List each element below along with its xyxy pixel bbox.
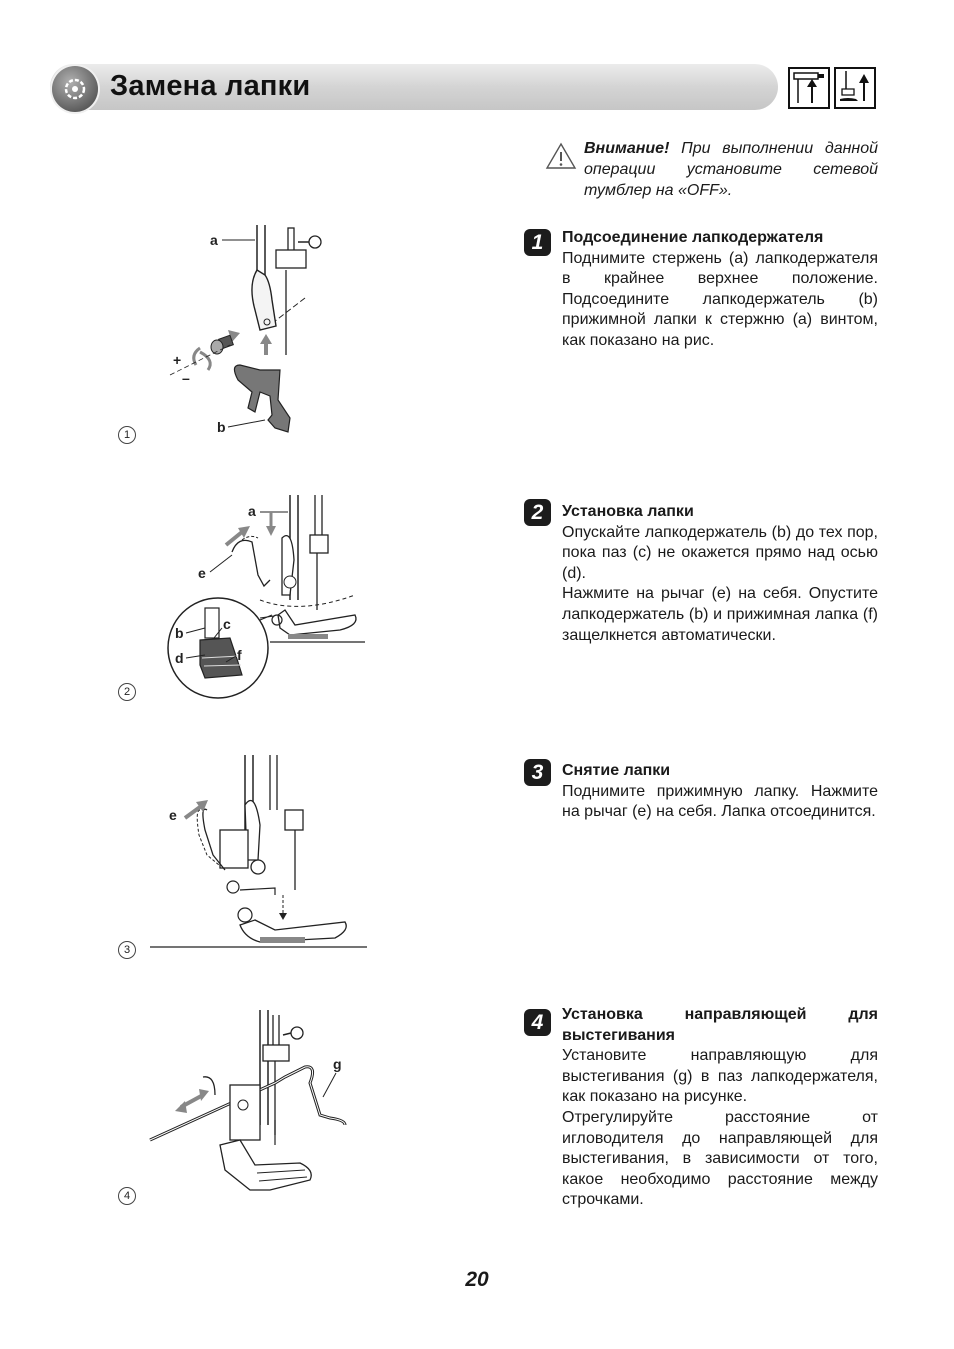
figure-label: a [210,232,218,248]
figure-label: g [333,1056,342,1072]
figure-number: 2 [118,683,136,701]
page-title: Замена лапки [110,70,311,102]
step-paragraph: Поднимите стержень (a) лапкодержателя в крайнее верхнее положение. Подсоедините лапкодержатель (b) прижимной лапки к стержню (a) винтом, как показано на рис. [562,249,878,349]
step-2 [562,502,878,646]
section-bullet-icon [52,66,98,112]
figure-label: e [169,807,177,823]
figure-label: a [248,503,256,519]
step-number-badge: 1 [524,229,551,256]
step-title: Установка лапки [562,503,694,520]
warning-note [584,138,878,201]
step-paragraph: Нажмите на рычаг (e) на себя. Опустите лапкодержатель (b) и прижимная лапка (f) защелкнется автоматически. [562,585,878,644]
warning-text: При выполнении данной операции установите сетевой тумблер на «OFF». [584,140,878,199]
step-title: Установка направляющей для выстегивания [562,1006,878,1044]
figure-number: 4 [118,1187,136,1205]
figure-label: c [223,616,231,632]
warning-label: Внимание! [584,140,670,157]
step-3 [562,761,878,823]
figure-label: b [175,625,184,641]
step-title: Подсоединение лапкодержателя [562,229,824,246]
figure-remove-foot [145,750,370,955]
step-paragraph: Установите направляющую для выстегивания (g) в паз лапкодержателя, как показано на рисунке. [562,1047,878,1106]
step-4 [562,1005,878,1211]
figure-label: f [237,647,242,663]
presser-foot-lever-up-icon [788,67,830,109]
needle-up-icon [834,67,876,109]
figure-label: b [217,419,226,435]
step-number-badge: 2 [524,499,551,526]
figure-label: + [173,352,182,368]
step-paragraph: Отрегулируйте расстояние от игловодителя до направляющей для выстегивания, в зависимости от того, какое необходимо расстояние между строчками. [562,1108,878,1209]
figure-number: 1 [118,426,136,444]
page-number: 20 [465,1268,489,1291]
figure-install-foot [160,490,370,705]
warning-triangle-icon [545,142,577,170]
figure-label: – [182,370,190,386]
step-1 [562,228,878,352]
figure-quilting-guide [145,1005,360,1210]
step-number-badge: 3 [524,759,551,786]
figure-label: e [198,565,206,581]
figure-label: d [175,650,184,666]
step-title: Снятие лапки [562,762,671,779]
step-number-badge: 4 [524,1009,551,1036]
figure-attach-foot-holder [160,220,360,450]
figure-number: 3 [118,941,136,959]
step-paragraph: Опускайте лапкодержатель (b) до тех пор, пока паз (c) не окажется прямо над осью (d). [562,523,878,582]
step-paragraph: Поднимите прижимную лапку. Нажмите на рычаг (e) на себя. Лапка отсоединится. [562,782,878,821]
